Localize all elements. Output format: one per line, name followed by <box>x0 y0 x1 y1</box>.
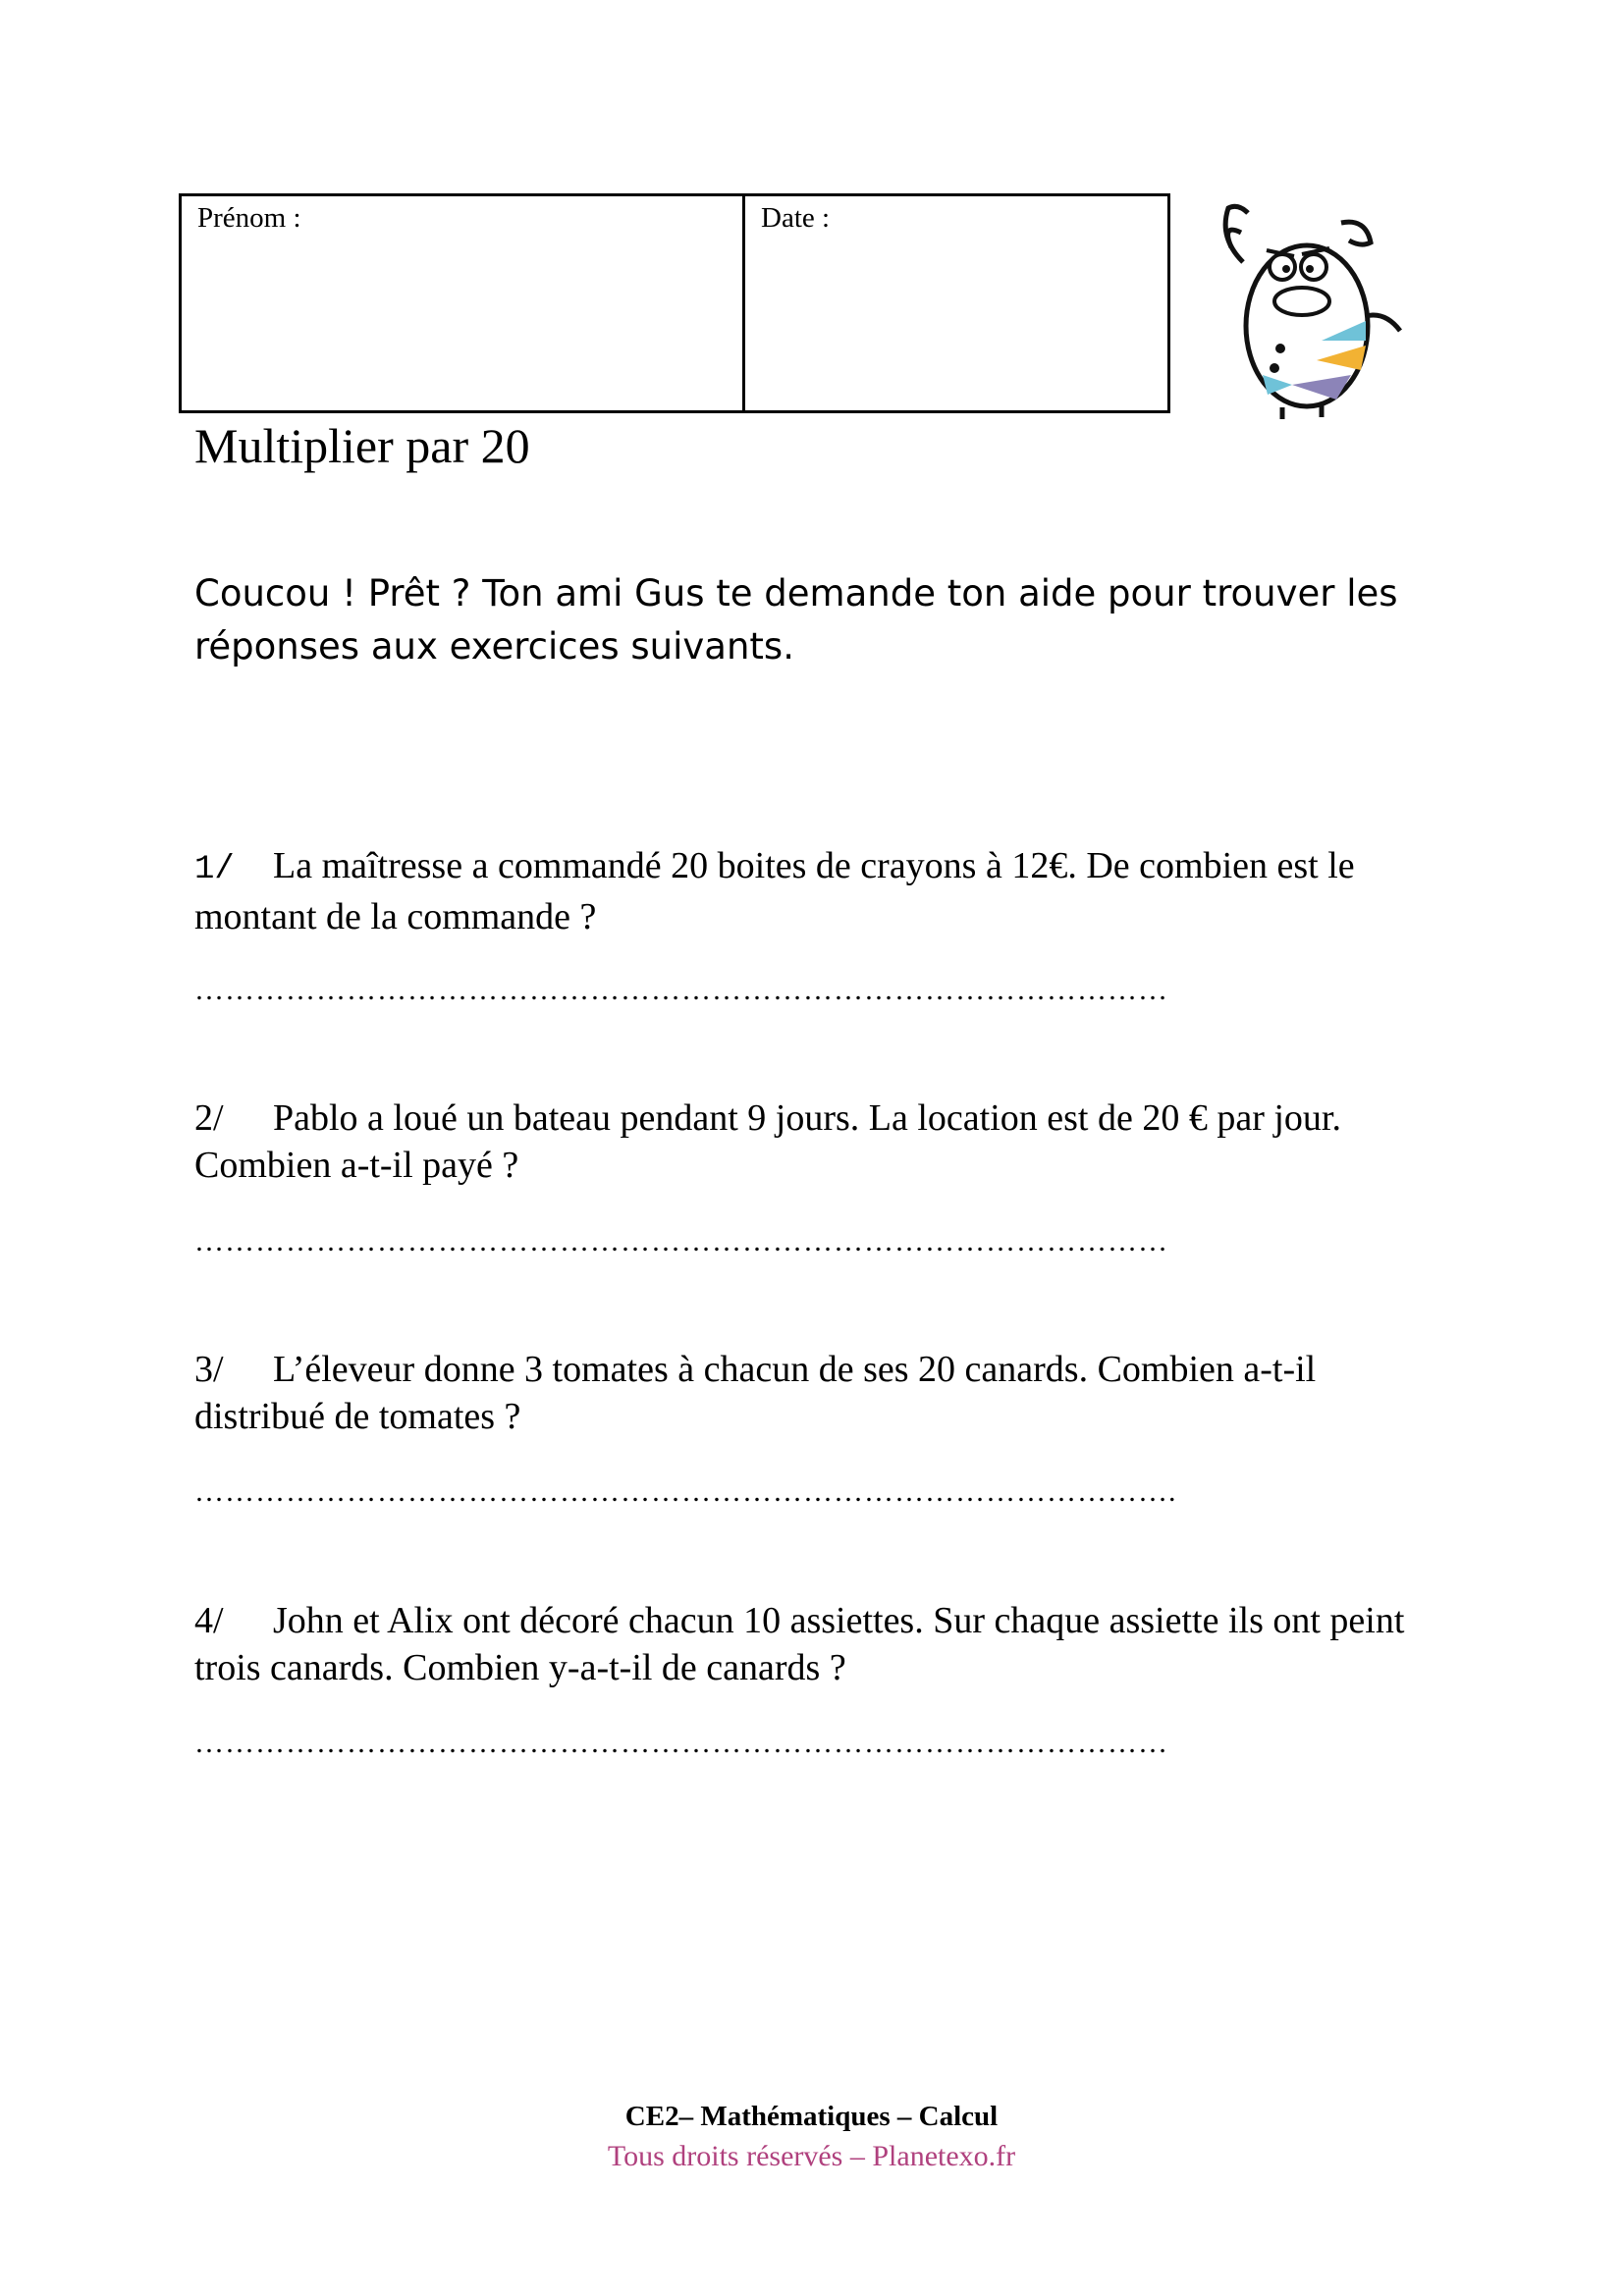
name-label: Prénom : <box>197 202 301 234</box>
answer-line-2[interactable]: …………………………………………………………………………………… <box>194 1225 1168 1257</box>
exercise-2 <box>194 1095 1432 1189</box>
exercise-text: L’éleveur donne 3 tomates à chacun de ses 20 canards. Combien a-t-il distribué de tomates ? <box>194 1349 1317 1437</box>
page-title: Multiplier par 20 <box>194 418 530 473</box>
date-label: Date : <box>761 202 831 234</box>
exercise-4 <box>194 1597 1432 1691</box>
footer-subject: CE2– Mathématiques – Calcul <box>624 2101 999 2132</box>
name-field[interactable] <box>182 196 745 410</box>
intro-text: Coucou ! Prêt ? Ton ami Gus te demande ton aide pour trouver les réponses aux exercices suivants. <box>194 572 1398 667</box>
exercise-text: Pablo a loué un bateau pendant 9 jours. La location est de 20 € par jour. Combien a-t-il payé ? <box>194 1097 1341 1186</box>
exercise-3 <box>194 1346 1432 1440</box>
exercise-number: 2/ <box>194 1097 224 1139</box>
student-info-box <box>179 193 1170 413</box>
footer-copyright: Tous droits réservés – Planetexo.fr <box>607 2140 1016 2172</box>
exercise-text: La maîtresse a commandé 20 boites de crayons à 12€. De combien est le montant de la commande ? <box>194 845 1355 937</box>
exercise-number: 1/ <box>194 851 235 888</box>
answer-line-1[interactable]: …………………………………………………………………………………… <box>194 974 1168 1006</box>
answer-line-4[interactable]: …………………………………………………………………………………… <box>194 1727 1168 1759</box>
gus-mascot-icon <box>1204 193 1415 419</box>
exercise-number: 3/ <box>194 1349 224 1390</box>
exercise-number: 4/ <box>194 1600 224 1641</box>
date-field[interactable] <box>745 196 1167 410</box>
exercise-text: John et Alix ont décoré chacun 10 assiettes. Sur chaque assiette ils ont peint trois canards. Combien y-a-t-il de canards ? <box>194 1600 1405 1688</box>
answer-line-3[interactable]: ……………………………………………………………………………………. <box>194 1475 1177 1508</box>
exercise-1 <box>194 842 1432 940</box>
